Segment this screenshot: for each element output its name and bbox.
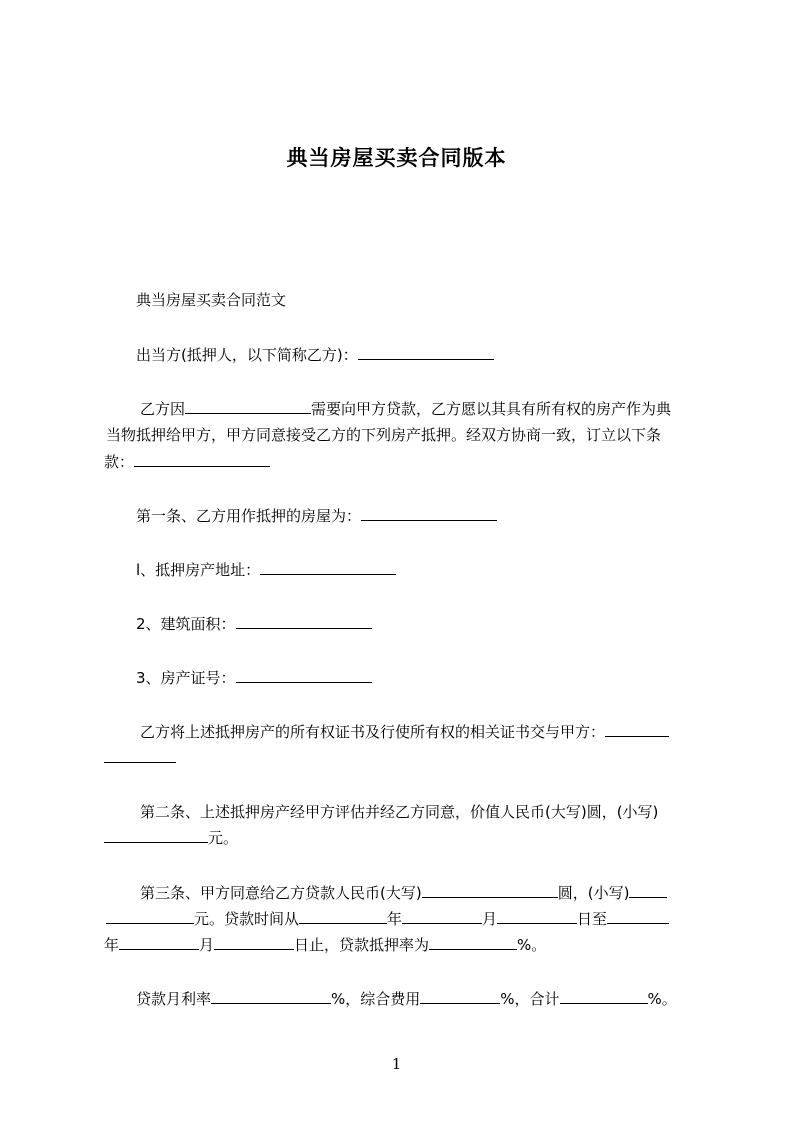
loan-small-blank-b [106,908,194,924]
from-day-blank [497,908,577,924]
rate-label-c: %，合计 [500,990,560,1008]
p1-text-d: 款： [104,453,135,471]
total-blank [560,988,648,1004]
from-month-label: 月 [482,910,498,928]
to-day-blank [214,934,294,950]
percent-label: %。 [517,936,547,954]
house-blank [361,505,497,521]
fees-blank [420,988,500,1004]
paragraph-1-line-3 [104,451,270,473]
certificate-blank [236,667,372,683]
pledgor-blank [358,344,494,360]
rate-label-b: %，综合费用 [331,990,421,1008]
article-2-line-2 [104,827,238,849]
article-1-label: 第一条、乙方用作抵押的房屋为： [136,507,362,525]
from-month-blank [402,908,482,924]
from-year-blank [299,908,387,924]
day-to-label: 日至 [577,910,608,928]
area-blank [236,613,372,629]
mortgage-rate-blank [429,934,517,950]
paragraph-2-line-1 [140,721,669,743]
to-year-label: 年 [104,936,120,954]
reason-blank [185,398,311,414]
p1-text-b: 需要向甲方贷款，乙方愿以其具有所有权的房产作为典 [311,400,672,418]
document-title: 典当房屋买卖合同版本 [286,146,507,170]
item-3-line [136,667,372,689]
p2-blank-b [104,747,176,763]
article-2-line-1: 第二条、上述抵押房产经甲方评估并经乙方同意，价值人民币(大写)圆，(小写) [140,803,659,821]
item-2-label: 2、建筑面积： [136,615,236,633]
paragraph-2-line-2 [104,747,176,769]
page-number: 1 [391,1055,402,1073]
to-year-blank-a [607,908,669,924]
value-small-blank [104,827,208,843]
paragraph-1-line-2: 当物抵押给甲方，甲方同意接受乙方的下列房产抵押。经双方协商一致，订立以下条 [106,426,662,444]
item-3-label: 3、房产证号： [136,669,236,687]
article-3-line-2 [106,908,669,930]
address-blank [260,559,396,575]
item-1-line [136,559,396,581]
day-end-label: 日止，贷款抵押率为 [294,936,430,954]
art2-yuan: 元。 [208,829,239,847]
art3-text-b: 圆，(小写) [557,884,630,902]
item-2-line [136,613,372,635]
p2-blank-a [605,721,669,737]
subtitle: 典当房屋买卖合同范文 [136,291,287,309]
article-3-line-1 [140,882,667,904]
rate-label-a: 贷款月利率 [136,990,212,1008]
paragraph-1-line-1 [140,398,671,420]
pledgor-label: 出当方(抵押人，以下简称乙方)： [136,346,358,364]
p1-text-a: 乙方因 [140,400,186,418]
rate-label-d: %。 [647,990,677,1008]
monthly-rate-blank [211,988,331,1004]
pledgor-line [136,344,494,366]
article-3-line-3 [104,934,546,956]
p2-text: 乙方将上述抵押房产的所有权证书及行使所有权的相关证书交与甲方： [140,723,606,741]
interest-rate-line [136,988,677,1010]
item-1-label: l、抵押房产地址： [136,561,261,579]
loan-upper-blank [422,882,558,898]
article-1-line [136,505,497,527]
loan-small-blank-a [629,882,667,898]
art3-text-c: 元。贷款时间从 [194,910,300,928]
art3-text-a: 第三条、甲方同意给乙方贷款人民币(大写) [140,884,422,902]
clauses-blank [134,451,270,467]
to-month-blank [119,934,199,950]
to-month-label: 月 [199,936,215,954]
from-year-label: 年 [387,910,403,928]
